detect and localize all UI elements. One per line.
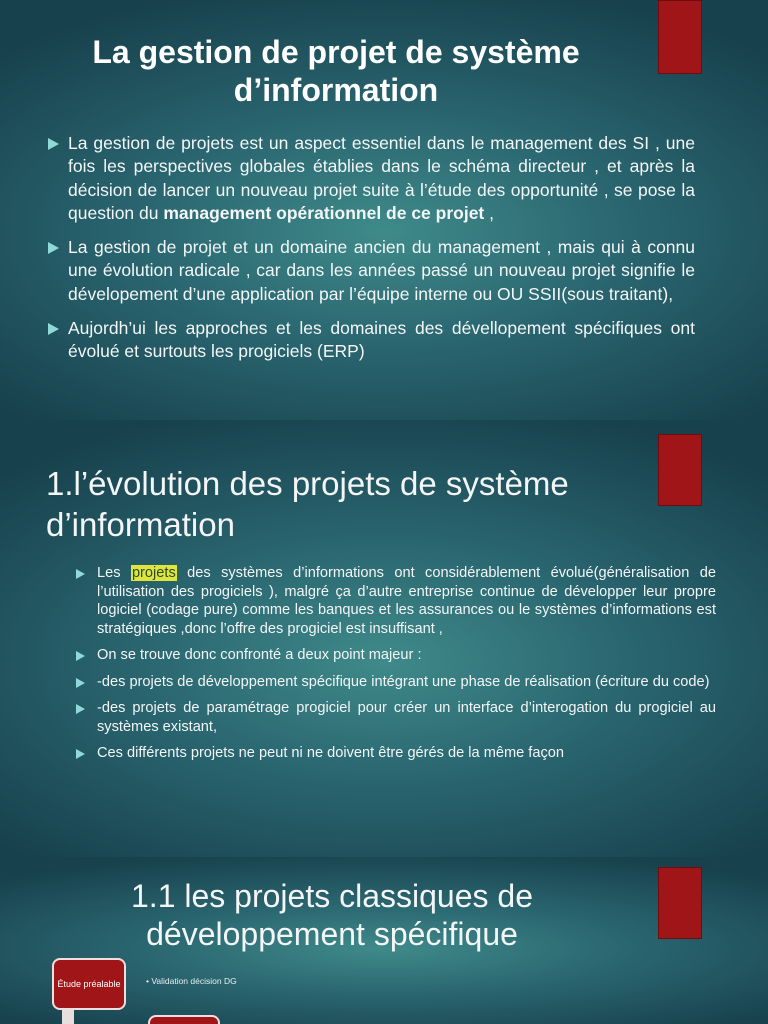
slide-title: 1.1 les projets classiques de développement spécifique — [131, 878, 533, 953]
bullet-item: Aujordh’ui les approches et les domaines des dévellopement spécifiques ont évolué et surtouts les progiciels (ERP) — [48, 317, 695, 364]
red-accent-bar — [658, 0, 702, 74]
bullet-list — [48, 132, 695, 374]
bullet-item: La gestion de projet et un domaine ancien du management , mais qui à connu une évolution radicale , car dans les années passé un nouveau projet signifie le dévelopement d’une application par l’équipe interne ou OU SSII(sous traitant), — [48, 236, 695, 306]
red-accent-bar — [658, 434, 702, 506]
slide-3 — [0, 857, 768, 1024]
slide-1 — [0, 0, 768, 420]
bullet-item: On se trouve donc confronté a deux point majeur : — [76, 646, 716, 665]
slide-title: 1.l’évolution des projets de système d’information — [46, 465, 569, 543]
bullet-item: -des projets de développement spécifique intégrant une phase de réalisation (écriture du code) — [76, 673, 716, 692]
highlighted-word: projets — [131, 565, 176, 581]
bullet-item: La gestion de projets est un aspect essentiel dans le management des SI , une fois les perspectives globales établies dans le schéma directeur , et après la décision de lancer un nouveau projet suite à l’étude des opportunité , se pose la question du management opérationnel de ce projet , — [48, 132, 695, 225]
red-accent-bar — [658, 867, 702, 939]
bullet-item: -des projets de paramétrage progiciel pour créer un interface d’interogation du progiciel au systèmes existant, — [76, 699, 716, 736]
bullet-list — [76, 564, 716, 771]
step-note: • Validation décision DG — [146, 976, 237, 986]
process-step-box-2 — [148, 1015, 220, 1024]
bullet-item: Ces différents projets ne peut ni ne doivent être gérés de la même façon — [76, 744, 716, 763]
process-connector — [62, 1010, 74, 1024]
slide-2 — [0, 420, 768, 857]
bullet-item: Les projets des systèmes d’informations ont considérablement évolué(généralisation de l’utilisation des progiciels ), malgré ça d’autre entreprise continue de développer leur propre logiciel (codage pure) comme les banques et les assurances ou le systèmes d’informations est stratégiques ,donc l’offre des progiciel est insuffisant , — [76, 564, 716, 638]
process-step-box: Étude préalable — [52, 958, 126, 1010]
slide-title: La gestion de projet de système d’information — [92, 34, 580, 108]
